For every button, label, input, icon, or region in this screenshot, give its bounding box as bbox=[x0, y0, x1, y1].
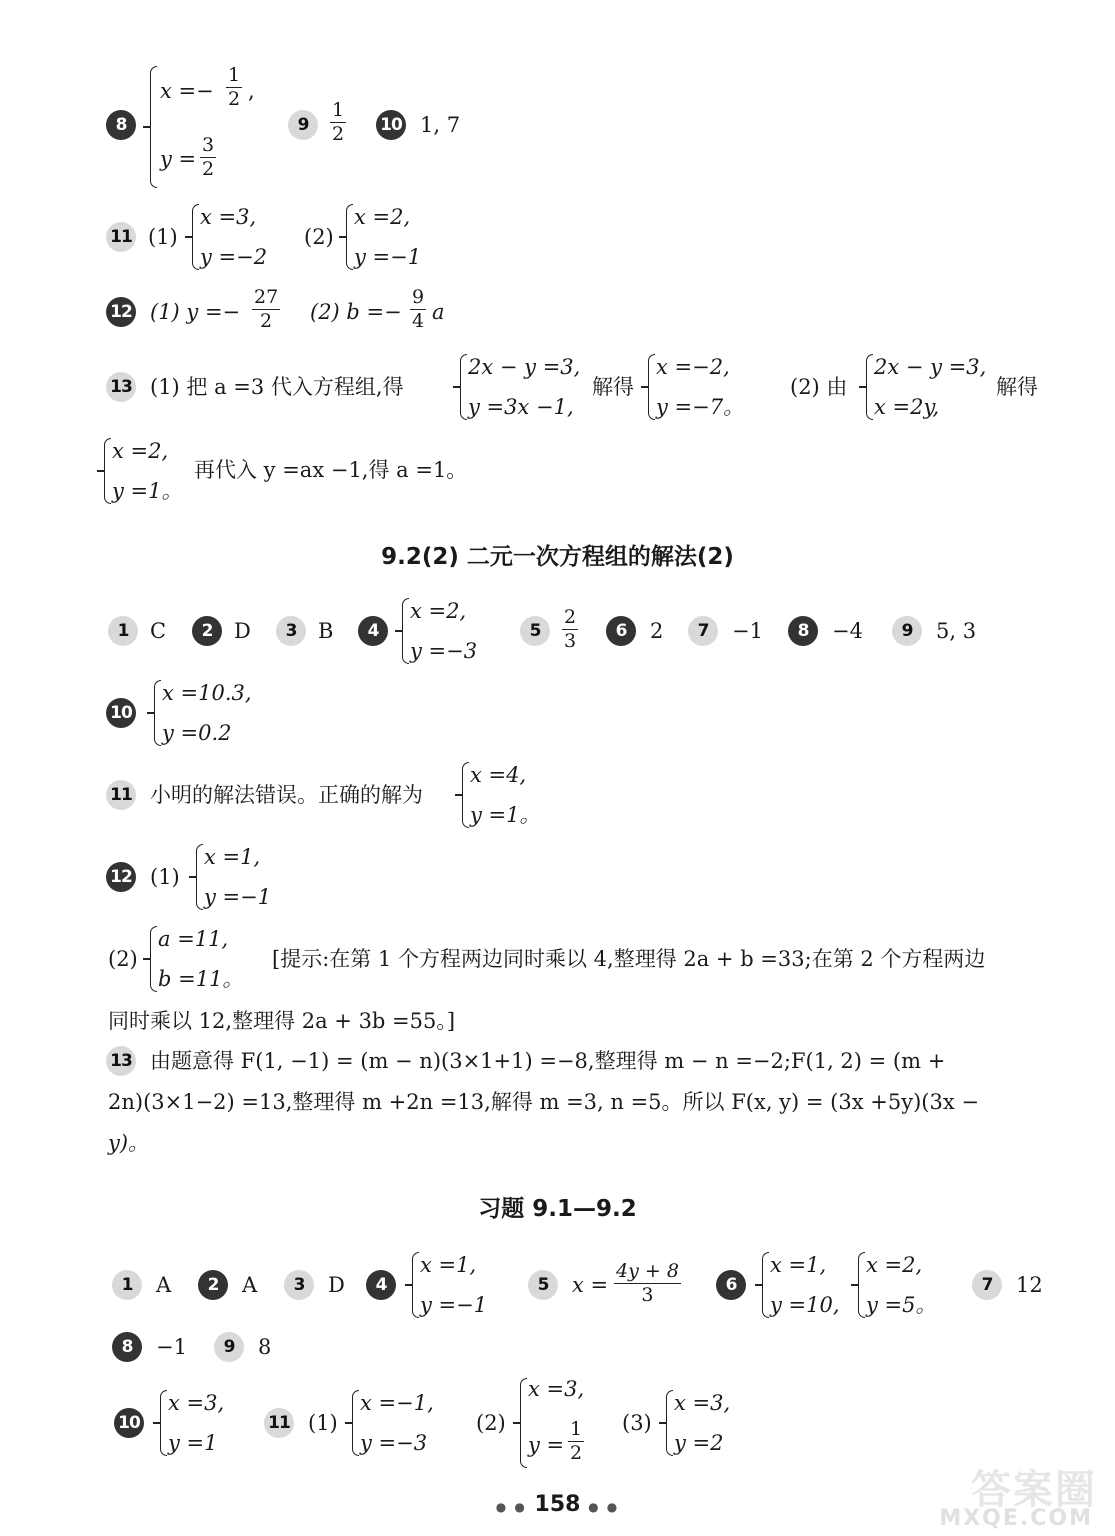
eq-line: x =1, bbox=[204, 845, 261, 869]
brace bbox=[648, 354, 655, 420]
eq-line: y =−2 bbox=[200, 245, 268, 269]
section-title: 9.2(2) 二元一次方程组的解法(2) bbox=[381, 544, 734, 570]
eq-line: x =3, bbox=[200, 205, 257, 229]
brace bbox=[150, 926, 157, 992]
eq-line: y =−7。 bbox=[656, 395, 745, 419]
answer: D bbox=[328, 1273, 345, 1297]
part-label: (2) bbox=[476, 1411, 506, 1435]
eq-line: y =−1 bbox=[354, 245, 422, 269]
answer: 1, 7 bbox=[420, 113, 461, 137]
answer: 12 bbox=[1016, 1273, 1043, 1297]
answer: −1 bbox=[156, 1335, 187, 1359]
fraction: $\frac{1}{2}$ bbox=[332, 99, 345, 145]
eq-line: y =−1 bbox=[420, 1293, 488, 1317]
q8-badge: 8 bbox=[788, 616, 818, 646]
eq-line: x =− bbox=[160, 79, 214, 103]
brace bbox=[666, 1390, 673, 1456]
q11-badge: 11 bbox=[106, 780, 136, 810]
watermark-logo: 答案圈 bbox=[971, 1467, 1097, 1513]
eq-line: x =10.3, bbox=[162, 681, 252, 705]
fraction: $\frac{1}{2}$ bbox=[228, 64, 241, 110]
answer: B bbox=[318, 619, 334, 643]
eq-line: x =2, bbox=[354, 205, 411, 229]
q6-badge: 6 bbox=[716, 1270, 746, 1300]
eq-line: 2x − y =3, bbox=[874, 355, 987, 379]
q8-badge: 8 bbox=[112, 1332, 142, 1362]
eq-line: x =1, bbox=[420, 1253, 477, 1277]
eq-line: y = bbox=[160, 147, 197, 171]
brace bbox=[866, 354, 873, 420]
q3-badge: 3 bbox=[276, 616, 306, 646]
text: 解得 bbox=[592, 375, 634, 399]
brace bbox=[520, 1378, 527, 1468]
page-number: 158 bbox=[534, 1492, 581, 1517]
text-line: y)。 bbox=[108, 1131, 150, 1155]
eq-line: x =−1, bbox=[360, 1391, 434, 1415]
eq-line: 2x − y =3, bbox=[468, 355, 581, 379]
eq-line: y =−1 bbox=[204, 885, 272, 909]
answer: A bbox=[242, 1273, 258, 1297]
q12-badge: 12 bbox=[106, 862, 136, 892]
q9-badge: 9 bbox=[288, 110, 318, 140]
brace bbox=[346, 204, 353, 270]
answer: D bbox=[234, 619, 251, 643]
text-line: 由题意得 F(1, −1) = (m − n)(3×1+1) =−8,整理得 m − n =−2;F(1, 2) = (m + bbox=[150, 1049, 946, 1073]
eq-line: y =−3 bbox=[410, 639, 478, 663]
fraction: $\frac{9}{4}$ bbox=[412, 286, 425, 332]
eq-line: (1) y =− bbox=[150, 300, 241, 324]
eq-line: x =3, bbox=[168, 1391, 225, 1415]
answer: −4 bbox=[832, 619, 863, 643]
brace bbox=[462, 762, 469, 828]
q7-badge: 7 bbox=[688, 616, 718, 646]
eq-line: x =−2, bbox=[656, 355, 730, 379]
eq-line: y =3x −1, bbox=[468, 395, 574, 419]
q13-badge: 13 bbox=[106, 372, 136, 402]
q6-badge: 6 bbox=[606, 616, 636, 646]
q5-badge: 5 bbox=[520, 616, 550, 646]
q7-badge: 7 bbox=[972, 1270, 1002, 1300]
q2-badge: 2 bbox=[192, 616, 222, 646]
answer: 2 bbox=[650, 619, 664, 643]
decor-dots-right: ● ● bbox=[588, 1500, 620, 1514]
q9-badge: 9 bbox=[892, 616, 922, 646]
eq-tail: a bbox=[432, 300, 445, 324]
q11-badge: 11 bbox=[106, 222, 136, 252]
eq-line: x =2, bbox=[112, 439, 169, 463]
brace bbox=[160, 1390, 167, 1456]
fraction: $\frac{2}{3}$ bbox=[564, 606, 577, 652]
eq-line: y =10, bbox=[770, 1293, 840, 1317]
brace bbox=[150, 66, 157, 188]
q12-badge: 12 bbox=[106, 297, 136, 327]
fraction: $\frac{4y + 8}{3}$ bbox=[616, 1260, 679, 1306]
eq-line: x =2y, bbox=[874, 395, 940, 419]
fraction: $\frac{1}{2}$ bbox=[570, 1418, 583, 1464]
brace bbox=[412, 1252, 419, 1318]
eq-line: x =3, bbox=[528, 1377, 585, 1401]
text: 再代入 y =ax −1,得 a =1。 bbox=[194, 458, 468, 482]
text: (2) 由 bbox=[790, 375, 848, 399]
eq-line: x =2, bbox=[410, 599, 467, 623]
brace bbox=[196, 844, 203, 910]
part-label: (2) bbox=[108, 947, 138, 971]
part-label: (1) bbox=[148, 225, 178, 249]
brace bbox=[154, 680, 161, 746]
eq-line: x = bbox=[572, 1273, 609, 1297]
q2-badge: 2 bbox=[198, 1270, 228, 1300]
brace bbox=[858, 1252, 865, 1318]
answer: 8 bbox=[258, 1335, 272, 1359]
q1-badge: 1 bbox=[112, 1270, 142, 1300]
brace bbox=[460, 354, 467, 420]
q9-badge: 9 bbox=[214, 1332, 244, 1362]
part-label: (2) bbox=[304, 225, 334, 249]
q3-badge: 3 bbox=[284, 1270, 314, 1300]
hint-text: [提示:在第 1 个方程两边同时乘以 4,整理得 2a + b =33;在第 2 个方程两边 bbox=[272, 947, 986, 971]
q1-badge: 1 bbox=[108, 616, 138, 646]
q10-badge: 10 bbox=[106, 698, 136, 728]
eq-line: b =11。 bbox=[158, 967, 244, 991]
part-label: (3) bbox=[622, 1411, 652, 1435]
q13-badge: 13 bbox=[106, 1046, 136, 1076]
answer: 5, 3 bbox=[936, 619, 977, 643]
eq-line: x =4, bbox=[470, 763, 527, 787]
text: 小明的解法错误。正确的解为 bbox=[150, 783, 423, 807]
section-title: 习题 9.1—9.2 bbox=[478, 1196, 637, 1222]
q4-badge: 4 bbox=[366, 1270, 396, 1300]
text-line: 2n)(3×1−2) =13,整理得 m +2n =13,解得 m =3, n =5。所以 F(x, y) = (3x +5y)(3x − bbox=[108, 1090, 979, 1114]
brace bbox=[352, 1390, 359, 1456]
q10-badge: 10 bbox=[376, 110, 406, 140]
eq-line: y =1 bbox=[168, 1431, 218, 1455]
watermark-url: MXQE.COM bbox=[939, 1506, 1093, 1531]
answer: −1 bbox=[732, 619, 763, 643]
part-label: (1) bbox=[150, 865, 180, 889]
eq-line: y = bbox=[528, 1433, 565, 1457]
comma: , bbox=[248, 79, 255, 103]
q8-badge: 8 bbox=[106, 110, 136, 140]
decor-dots-left: ● ● bbox=[495, 1500, 527, 1514]
text: 解得 bbox=[996, 375, 1038, 399]
fraction: $\frac{3}{2}$ bbox=[202, 134, 215, 180]
eq-line: y =1。 bbox=[112, 479, 183, 503]
brace bbox=[402, 598, 409, 664]
hint-text: 同时乘以 12,整理得 2a + 3b =55。] bbox=[108, 1009, 456, 1033]
q10-badge: 10 bbox=[114, 1408, 144, 1438]
answer: C bbox=[150, 619, 167, 643]
eq-line: y =0.2 bbox=[162, 721, 232, 745]
eq-line: y =2 bbox=[674, 1431, 724, 1455]
eq-line: x =2, bbox=[866, 1253, 923, 1277]
eq-line: a =11, bbox=[158, 927, 229, 951]
answer: A bbox=[156, 1273, 172, 1297]
brace bbox=[762, 1252, 769, 1318]
q4-badge: 4 bbox=[358, 616, 388, 646]
eq-line: y =1。 bbox=[470, 803, 541, 827]
brace bbox=[192, 204, 199, 270]
text: (1) 把 a =3 代入方程组,得 bbox=[150, 375, 404, 399]
part-label: (1) bbox=[308, 1411, 338, 1435]
eq-line: x =3, bbox=[674, 1391, 731, 1415]
fraction: $\frac{27}{2}$ bbox=[254, 286, 279, 332]
eq-line: y =5。 bbox=[866, 1293, 937, 1317]
eq-line: y =−3 bbox=[360, 1431, 428, 1455]
q11-badge: 11 bbox=[264, 1408, 294, 1438]
q5-badge: 5 bbox=[528, 1270, 558, 1300]
eq-line: x =1, bbox=[770, 1253, 827, 1277]
brace bbox=[104, 438, 111, 504]
eq-line: (2) b =− bbox=[310, 300, 402, 324]
